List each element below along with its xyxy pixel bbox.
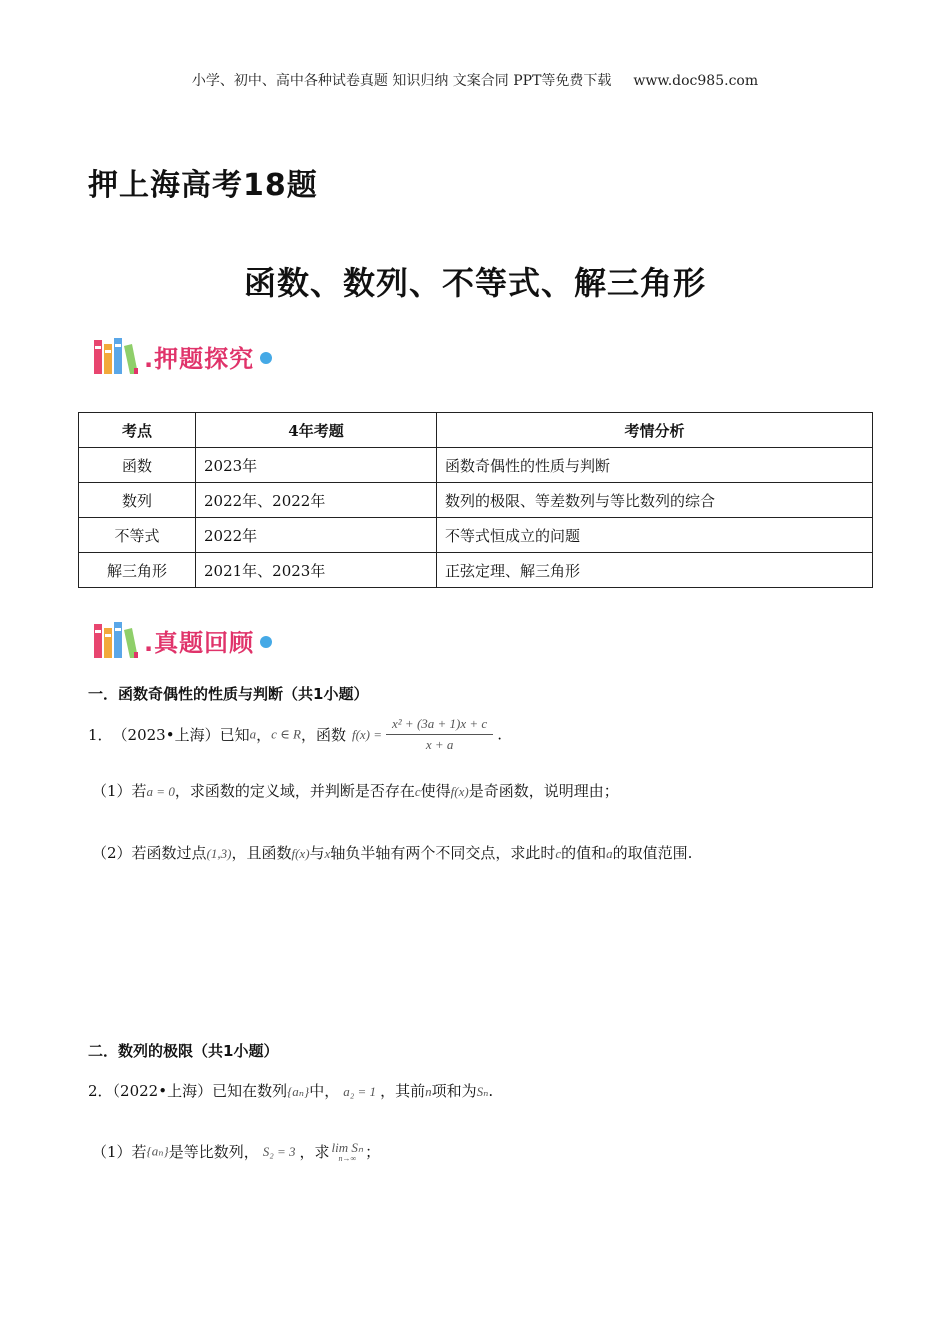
math-inline: (1,3) (206, 846, 232, 861)
text: ，求 (299, 1143, 330, 1161)
text: ，其前 (380, 1082, 426, 1100)
text: ，求函数的定义域，并判断是否存在 (174, 782, 415, 800)
math-fraction (386, 716, 493, 753)
question-source: （2023•上海）已知 (112, 726, 250, 744)
page-title: 押上海高考18题 (88, 168, 318, 203)
math-limit (332, 1140, 364, 1163)
page-subtitle: 函数、数列、不等式、解三角形 (243, 264, 706, 302)
text: （1）若 (92, 782, 147, 800)
table-cell: 解三角形 (79, 553, 196, 588)
table-cell: 不等式恒成立的问题 (437, 518, 873, 553)
table-row (79, 448, 873, 483)
text: ； (365, 1143, 381, 1161)
table-cell: 2023年 (196, 448, 437, 483)
math-inline: S₂ = 3 (262, 1143, 296, 1159)
question-number: 1． (88, 726, 113, 744)
table-cell: 2022年、2022年 (196, 483, 437, 518)
section-badge-explore (92, 334, 272, 378)
fraction-denominator: x + a (425, 737, 454, 752)
table-cell: 2022年 (196, 518, 437, 553)
question-1-stem (88, 716, 502, 753)
table-header-row (79, 413, 873, 448)
text: 的取值范围. (612, 844, 693, 862)
badge-dot (260, 352, 272, 364)
header-site: www.doc985.com (633, 73, 759, 89)
limit-subscript: n→∞ (338, 1154, 357, 1163)
math-inline: f(x) = (351, 726, 383, 742)
math-inline: c ∈ R (271, 726, 301, 742)
books-icon (92, 336, 140, 376)
table-cell: 2021年、2023年 (196, 553, 437, 588)
table-header: 考点 (79, 413, 196, 448)
table-cell: 正弦定理、解三角形 (437, 553, 873, 588)
books-icon (92, 620, 140, 660)
question-source: （2022•上海）已知在数列 (112, 1082, 288, 1100)
text: ， (256, 726, 272, 744)
table-header: 考情分析 (437, 413, 873, 448)
badge-label-explore: .押题探究 (144, 344, 255, 373)
text: （1）若 (92, 1143, 147, 1161)
table-cell: 数列 (79, 483, 196, 518)
text: 是奇函数，说明理由； (468, 782, 619, 800)
table-header: 4年考题 (196, 413, 437, 448)
exam-points-table (78, 412, 873, 588)
limit-expression: lim Sₙ (331, 1140, 364, 1155)
math-inline: Sₙ (476, 1084, 489, 1099)
header-text: 小学、初中、高中各种试卷真题 知识归纳 文案合同 PPT等免费下载 (191, 73, 612, 89)
section-heading: 一．函数奇偶性的性质与判断（共1小题） (88, 685, 369, 703)
math-inline: x (324, 846, 331, 861)
question-1-part-1 (92, 780, 619, 801)
text: 的值和 (561, 844, 607, 862)
math-inline: a (249, 726, 257, 742)
question-number: 2． (88, 1082, 113, 1100)
badge-dot (260, 636, 272, 648)
math-inline: a = 0 (146, 784, 175, 799)
question-1-part-2 (92, 842, 692, 863)
text: 轴负半轴有两个不同交点，求此时 (330, 844, 556, 862)
table-row (79, 553, 873, 588)
math-inline: c (414, 784, 421, 799)
text: ，函数 (300, 726, 346, 744)
section-heading: 二．数列的极限（共1小题） (88, 1042, 279, 1060)
page-header (0, 70, 950, 90)
text: . (488, 1082, 494, 1100)
text: 与 (309, 844, 325, 862)
text: ，且函数 (231, 844, 292, 862)
question-2-part-1 (92, 1140, 380, 1163)
math-inline: a (606, 846, 613, 861)
math-inline: a₂ = 1 (343, 1084, 377, 1099)
text: . (497, 725, 502, 744)
section-badge-review (92, 618, 272, 662)
math-inline: {aₙ} (146, 1143, 169, 1159)
math-inline: f(x) (291, 846, 310, 861)
table-cell: 函数 (79, 448, 196, 483)
table-cell: 数列的极限、等差数列与等比数列的综合 (437, 483, 873, 518)
math-inline: n (425, 1084, 432, 1099)
table-cell: 函数奇偶性的性质与判断 (437, 448, 873, 483)
text: 使得 (420, 782, 451, 800)
math-inline: f(x) (450, 784, 469, 799)
table-row (79, 483, 873, 518)
text: （2）若函数过点 (92, 844, 207, 862)
fraction-numerator: x² + (3a + 1)x + c (386, 716, 493, 735)
question-2-stem (88, 1080, 493, 1101)
text: 项和为 (431, 1082, 477, 1100)
badge-label-review: .真题回顾 (144, 628, 255, 657)
table-row (79, 518, 873, 553)
math-inline: c (555, 846, 562, 861)
math-inline: {aₙ} (287, 1084, 310, 1099)
text: 是等比数列， (168, 1143, 259, 1161)
table-cell: 不等式 (79, 518, 196, 553)
text: 中， (309, 1082, 340, 1100)
